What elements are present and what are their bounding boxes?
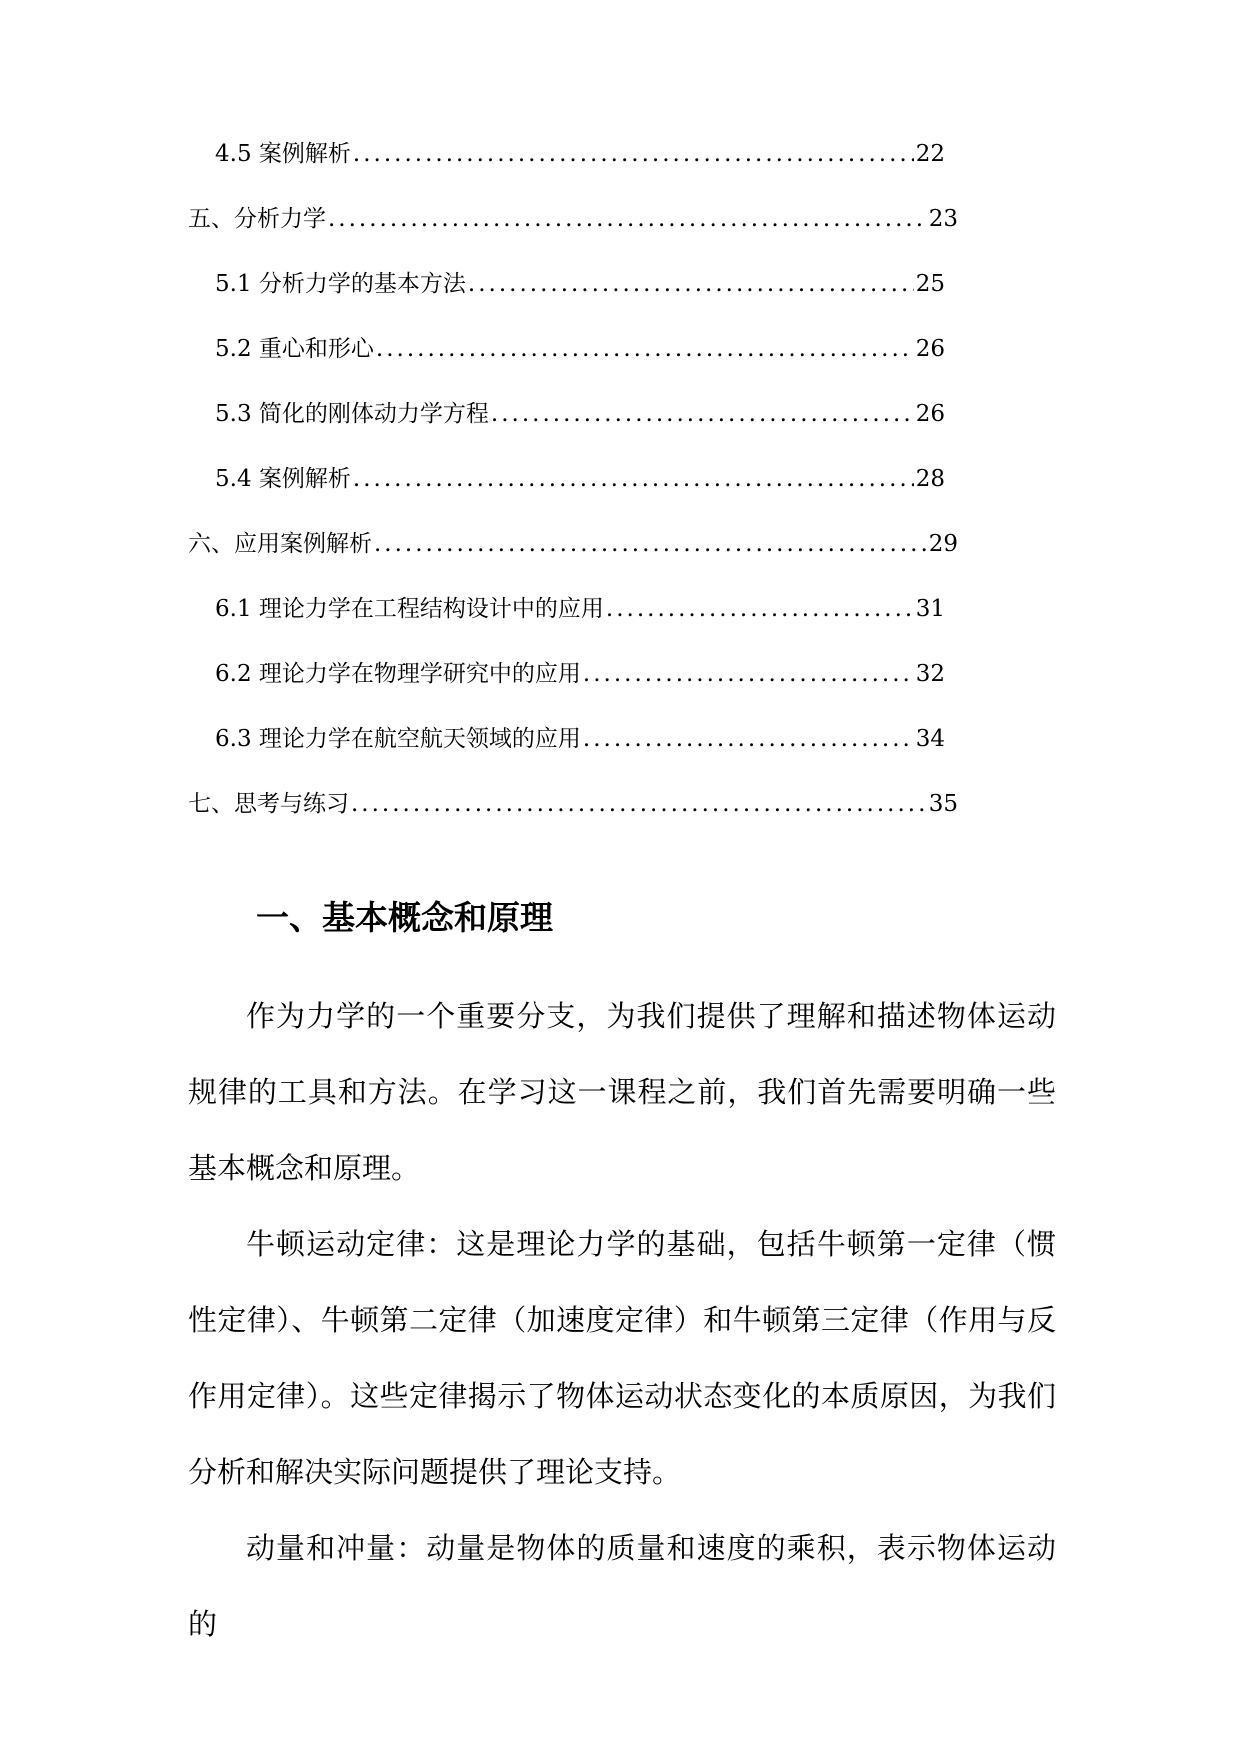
section-body <box>188 978 1056 1662</box>
toc-leader-dots <box>468 268 914 300</box>
toc-entry-label: 五、分析力学 <box>188 206 326 232</box>
toc-entry[interactable] <box>215 333 945 398</box>
toc-entry[interactable] <box>215 723 945 788</box>
table-of-contents <box>188 138 958 853</box>
toc-entry[interactable] <box>215 463 945 528</box>
toc-entry-page: 32 <box>915 661 945 687</box>
toc-entry-label: 5.3 简化的刚体动力学方程 <box>215 401 489 427</box>
toc-entry-page: 29 <box>928 531 958 557</box>
toc-entry-page: 26 <box>915 401 945 427</box>
toc-entry[interactable] <box>188 788 958 853</box>
toc-leader-dots <box>353 463 914 495</box>
toc-leader-dots <box>374 528 927 560</box>
toc-entry-page: 26 <box>915 336 945 362</box>
toc-entry-page: 22 <box>915 141 945 167</box>
toc-entry-page: 28 <box>915 466 945 492</box>
body-paragraph: 作为力学的一个重要分支，为我们提供了理解和描述物体运动规律的工具和方法。在学习这一课程之前，我们首先需要明确一些基本概念和原理。 <box>188 999 1056 1185</box>
toc-entry-page: 31 <box>915 596 945 622</box>
toc-leader-dots <box>328 203 927 235</box>
toc-entry-label: 七、思考与练习 <box>188 791 349 817</box>
toc-leader-dots <box>491 398 914 430</box>
toc-entry[interactable] <box>215 593 945 658</box>
toc-entry-label: 6.2 理论力学在物理学研究中的应用 <box>215 661 581 687</box>
toc-leader-dots <box>351 788 927 820</box>
toc-entry[interactable] <box>215 138 945 203</box>
toc-entry-label: 六、应用案例解析 <box>188 531 372 557</box>
toc-leader-dots <box>583 723 914 755</box>
toc-entry[interactable] <box>215 658 945 723</box>
toc-entry-page: 25 <box>915 271 945 297</box>
toc-entry-label: 5.1 分析力学的基本方法 <box>215 271 466 297</box>
toc-entry-label: 5.2 重心和形心 <box>215 336 374 362</box>
toc-leader-dots <box>353 138 914 170</box>
toc-entry-label: 6.1 理论力学在工程结构设计中的应用 <box>215 596 604 622</box>
toc-entry[interactable] <box>188 528 958 593</box>
toc-leader-dots <box>606 593 914 625</box>
section-heading: 一、基本概念和原理 <box>256 898 553 937</box>
toc-leader-dots <box>583 658 914 690</box>
toc-leader-dots <box>376 333 914 365</box>
toc-entry-label: 6.3 理论力学在航空航天领域的应用 <box>215 726 581 752</box>
body-paragraph: 牛顿运动定律：这是理论力学的基础，包括牛顿第一定律（惯性定律）、牛顿第二定律（加速度定律）和牛顿第三定律（作用与反作用定律）。这些定律揭示了物体运动状态变化的本质原因，为我们分析和解决实际问题提供了理论支持。 <box>188 1227 1056 1489</box>
toc-entry-page: 35 <box>928 791 958 817</box>
toc-entry-page: 23 <box>928 206 958 232</box>
toc-entry[interactable] <box>215 398 945 463</box>
body-paragraph: 动量和冲量：动量是物体的质量和速度的乘积，表示物体运动的 <box>188 1531 1056 1641</box>
toc-entry-page: 34 <box>915 726 945 752</box>
toc-entry[interactable] <box>188 203 958 268</box>
toc-entry-label: 5.4 案例解析 <box>215 466 351 492</box>
toc-entry[interactable] <box>215 268 945 333</box>
toc-entry-label: 4.5 案例解析 <box>215 141 351 167</box>
